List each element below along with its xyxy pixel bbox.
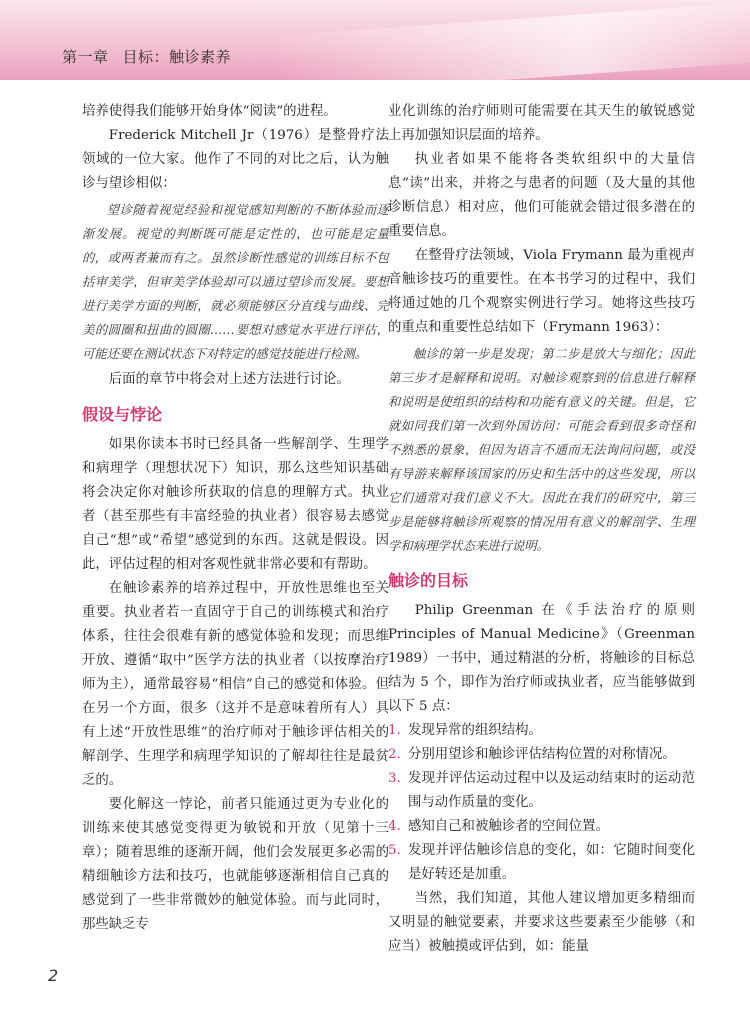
list-text: 发现并评估运动过程中以及运动结束时的运动范围与动作质量的变化。	[408, 771, 695, 810]
list-text: 发现并评估触诊信息的变化，如：它随时间变化是好转还是加重。	[408, 843, 695, 882]
paragraph: 业化训练的治疗师则可能需要在其天生的敏锐感觉上再加强知识层面的培养。	[388, 104, 695, 143]
paragraph: 如果你读本书时已经具备一些解剖学、生理学和病理学（理想状况下）知识，那么这些知识基础将会决定你对触诊所获取的信息的理解方式。执业者（甚至那些有丰富经验的执业者）很容易去感觉自己“想”或“希望”感觉到的东西。这就是假设。因此，评估过程的相对客观性就非常必要和有帮助。	[82, 437, 389, 572]
list-number: 2.	[388, 747, 401, 762]
paragraph: 后面的章节中将会对上述方法进行讨论。	[108, 372, 350, 387]
header-band	[0, 0, 750, 80]
paragraph: Philip Greenman 在《手法治疗的原则 Principles of Manual Medicine》（Greenman 1989）一书中，通过精湛的分析，将触诊的目标总结为 5 个，即作为治疗师或执业者，应当能够做到以下 5 点：	[388, 603, 695, 714]
page-number: 2	[48, 966, 59, 985]
goals-list	[388, 719, 695, 887]
chapter-title: 目标：触诊素养	[122, 48, 232, 66]
paragraph: 当然，我们知道，其他人建议增加更多精细而又明显的触觉要素，并要求这些要素至少能够（和应当）被触摸或评估到，如：能量	[388, 891, 695, 954]
list-text: 发现异常的组织结构。	[408, 723, 542, 738]
list-text: 感知自己和被触诊者的空间位置。	[408, 819, 609, 834]
paragraph: 在触诊素养的培养过程中，开放性思维也至关重要。执业者若一直固守于自己的训练模式和治疗体系，往往会很难有新的感觉体验和发现；而思维开放、遵循“取中”医学方法的执业者（以按摩治疗师为主），通常最容易“相信”自己的感觉和体验。但在另一个方面，很多（这并不是意味着所有人）具有上述“开放性思维”的治疗师对于触诊评估相关的解剖学、生理学和病理学知识的了解却往往是最贫乏的。	[82, 581, 389, 788]
paragraph: 培养使得我们能够开始身体“阅读”的进程。	[82, 104, 337, 119]
list-number: 5.	[388, 843, 401, 858]
list-number: 3.	[388, 771, 401, 786]
section-heading: 假设与悖论	[82, 405, 163, 424]
paragraph: 在整骨疗法领域，Viola Frymann 最为重视声音触诊技巧的重要性。在本书学习的过程中，我们将通过她的几个观察实例进行学习。她将这些技巧的重点和重要性总结如下（Frymann 1963）：	[388, 248, 695, 335]
paragraph: 执业者如果不能将各类软组织中的大量信息“读”出来，并将之与患者的问题（及大量的其他诊断信息）相对应，他们可能就会错过很多潜在的重要信息。	[388, 152, 695, 239]
chapter-number: 第一章	[62, 48, 109, 66]
paragraph: Frederick Mitchell Jr（1976）是整骨疗法领域的一位大家。他作了不同的对比之后，认为触诊与望诊相似：	[82, 128, 389, 191]
list-number: 1.	[388, 723, 401, 738]
left-column	[82, 100, 389, 937]
list-text: 分别用望诊和触诊评估结构位置的对称情况。	[408, 747, 676, 762]
paragraph: 要化解这一悖论，前者只能通过更为专业化的训练来使其感觉变得更为敏锐和开放（见第十三章）；随着思维的逐渐开阔，他们会发展更多必需的精细触诊方法和技巧，也就能够逐渐相信自己真的感觉到了一些非常微妙的触觉体验。而与此同时，那些缺乏专	[82, 797, 389, 932]
list-number: 4.	[388, 819, 401, 834]
block-quote: 触诊的第一步是发现；第二步是放大与细化；因此第三步才是解释和说明。对触诊观察到的信息进行解释和说明是使组织的结构和功能有意义的关键。但是，它就如同我们第一次到外国访问：可能会看到很多奇怪和不熟悉的景象，但因为语言不通而无法询问问题，或没有导游来解释该国家的历史和生活中的这些发现，所以它们通常对我们意义不大。因此在我们的研究中，第三步是能够将触诊所观察的情况用有意义的解剖学、生理学和病理学状态来进行说明。	[388, 346, 695, 553]
right-column	[388, 100, 695, 959]
list-item	[388, 743, 695, 767]
running-header	[62, 46, 231, 67]
list-item	[388, 767, 695, 815]
block-quote: 望诊随着视觉经验和视觉感知判断的不断体验而逐渐发展。视觉的判断既可能是定性的，也可能是定量的，或两者兼而有之。虽然诊断性感觉的训练目标不包括审美学，但审美学体验却可以通过望诊而发展。要想进行美学方面的判断，就必须能够区分直线与曲线、完美的圆圈和扭曲的圆圈……要想对感觉水平进行评估，可能还要在测试状态下对特定的感觉技能进行检测。	[82, 202, 389, 361]
list-item	[388, 839, 695, 887]
list-item	[388, 719, 695, 743]
list-item	[388, 815, 695, 839]
section-heading: 触诊的目标	[388, 571, 469, 590]
